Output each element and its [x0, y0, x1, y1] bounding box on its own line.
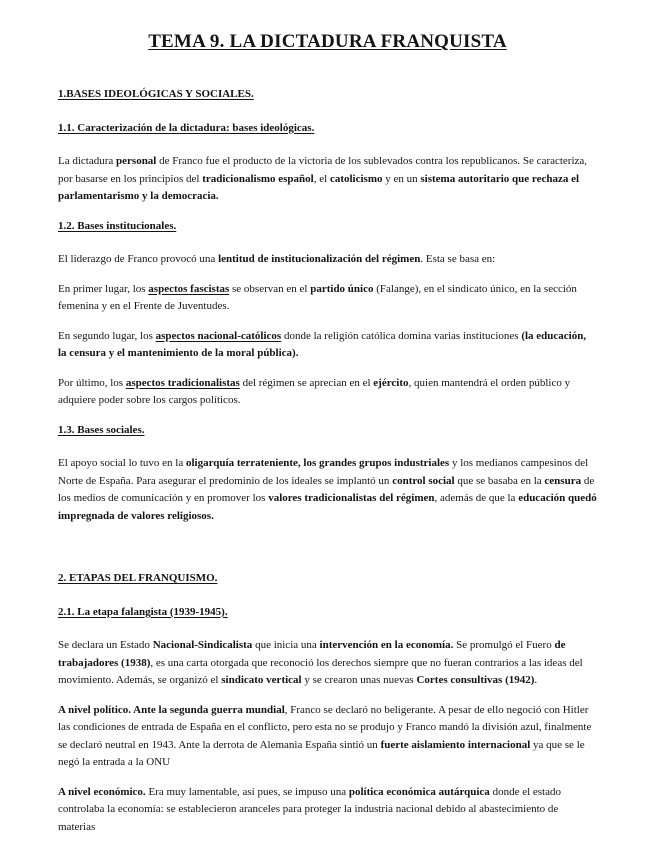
paragraph: A nivel económico. Era muy lamentable, así pues, se impuso una política económica autárquica donde el estado controlaba la economía: se establecieron aranceles para proteger la industria nacional debido al abastecimiento de materias [58, 785, 561, 833]
paragraph: El liderazgo de Franco provocó una lentitud de institucionalización del régimen. Esta se basa en: [58, 253, 496, 265]
subsection-1-3-heading: 1.3. Bases sociales. [58, 423, 145, 436]
subsection-1-1-heading: 1.1. Caracterización de la dictadura: bases ideológicas. [58, 121, 315, 134]
paragraph: Por último, los aspectos tradicionalistas del régimen se aprecian en el ejército, quien mantendrá el orden público y adquiere poder sobre los cargos políticos. [58, 376, 571, 406]
subsection-2-1-heading: 2.1. La etapa falangista (1939-1945). [58, 605, 228, 618]
subsection-1-2-heading: 1.2. Bases institucionales. [58, 219, 177, 232]
paragraph: Se declara un Estado Nacional-Sindicalista que inicia una intervención en la economía. Se promulgó el Fuero de trabajadores (1938), es una carta otorgada que reconoció los derechos siempre que no fueran contrarios a las ideas del movimiento. Además, se organizó el sindicato vertical y se crearon unas nuevas Cortes consultivas (1942). [58, 639, 583, 686]
paragraph: En segundo lugar, los aspectos nacional-católicos donde la religión católica domina varias instituciones (la educación, la censura y el mantenimiento de la moral pública). [58, 329, 587, 359]
section-1-heading: 1.BASES IDEOLÓGICAS Y SOCIALES. [58, 88, 254, 100]
section-2-heading: 2. ETAPAS DEL FRANQUISMO. [58, 572, 218, 584]
spacer [58, 537, 597, 570]
paragraph: A nivel político. Ante la segunda guerra mundial, Franco se declaró no beligerante. A pesar de ello negoció con Hitler las condiciones de entrada de España en el conflicto, pero esta no se produjo y Franco mandó la división azul, finalmente se declaró neutral en 1943. Ante la derrota de Alemania España sintió un fuerte aislamiento internacional ya que se le negó la entrada a la ONU [58, 703, 592, 768]
document-title: TEMA 9. LA DICTADURA FRANQUISTA [148, 31, 507, 52]
paragraph: La dictadura personal de Franco fue el producto de la victoria de los sublevados contra los republicanos. Se caracteriza, por basarse en los principios del tradicionalismo español, el catolicismo y en un sistema autoritario que rechaza el parlamentarismo y la democracia. [58, 155, 588, 202]
paragraph: En primer lugar, los aspectos fascistas se observan en el partido único (Falange), en el sindicato único, en la sección femenina y en el Frente de Juventudes. [58, 282, 577, 312]
paragraph: El apoyo social lo tuvo en la oligarquía terrateniente, los grandes grupos industriales y los medianos campesinos del Norte de España. Para asegurar el predominio de los ideales se implantó un control social que se basaba en la censura de los medios de comunicación y en promover los valores tradicionalistas del régimen, además de que la educación quedó impregnada de valores religiosos. [58, 457, 597, 522]
